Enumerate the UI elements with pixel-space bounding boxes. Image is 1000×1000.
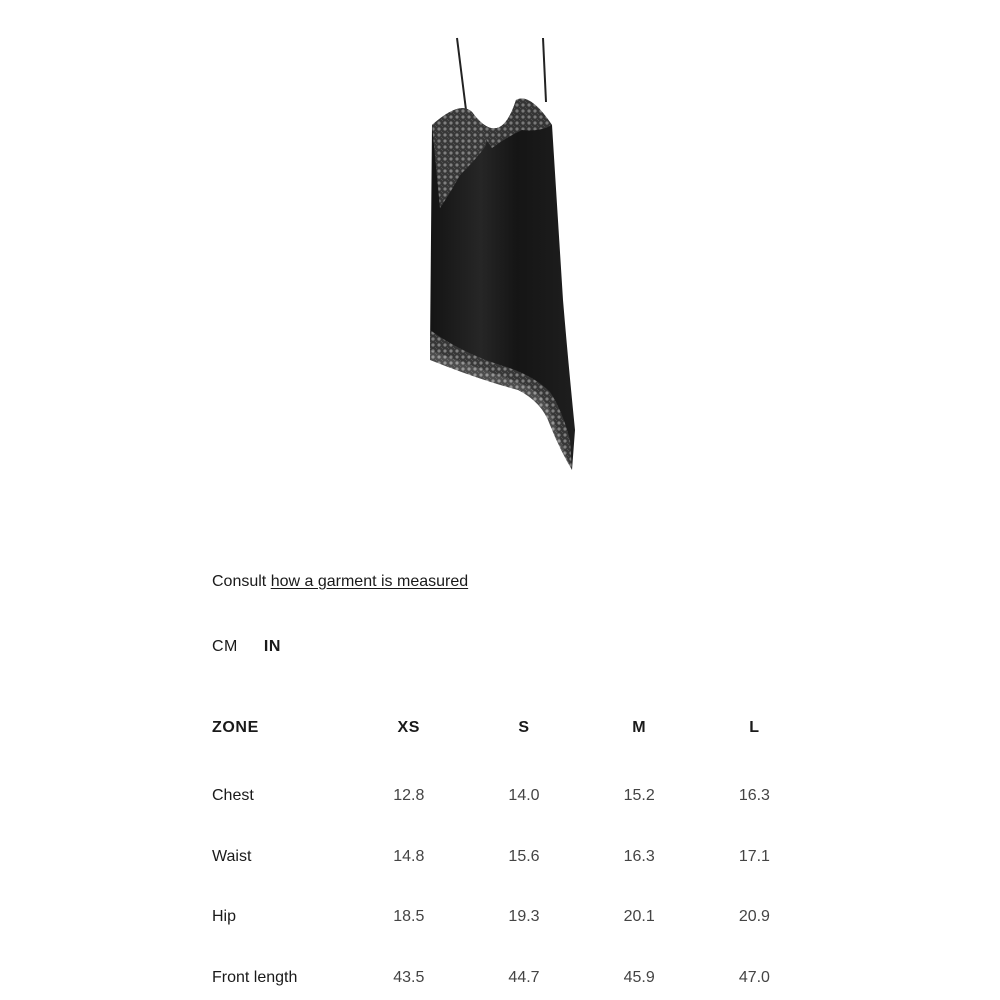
size-value: 43.5 bbox=[393, 968, 425, 986]
size-value: 20.1 bbox=[623, 908, 655, 926]
consult-prefix: Consult bbox=[212, 573, 267, 590]
product-image bbox=[400, 30, 600, 480]
measurement-help bbox=[212, 573, 468, 591]
header-l: L bbox=[749, 719, 760, 736]
size-value: 14.8 bbox=[393, 847, 425, 865]
table-row bbox=[212, 948, 812, 1000]
header-m: M bbox=[632, 719, 647, 736]
table-row bbox=[212, 827, 812, 888]
slip-dress-illustration bbox=[400, 30, 600, 480]
zone-label: Hip bbox=[212, 908, 237, 926]
size-value: 17.1 bbox=[738, 847, 770, 865]
size-value: 47.0 bbox=[738, 968, 770, 986]
size-value: 16.3 bbox=[738, 787, 770, 805]
header-xs: XS bbox=[397, 719, 421, 736]
zone-label: Front length bbox=[212, 968, 298, 986]
size-table bbox=[212, 708, 812, 1000]
header-s: S bbox=[518, 719, 530, 736]
size-value: 44.7 bbox=[508, 968, 540, 986]
size-value: 12.8 bbox=[393, 787, 425, 805]
zone-label: Waist bbox=[212, 847, 252, 865]
left-strap bbox=[457, 38, 466, 110]
table-header-row bbox=[212, 708, 812, 748]
size-value: 45.9 bbox=[623, 968, 655, 986]
unit-toggle bbox=[212, 638, 281, 656]
unit-cm-option[interactable]: CM bbox=[212, 638, 238, 655]
size-value: 14.0 bbox=[508, 787, 540, 805]
how-measured-link[interactable]: how a garment is measured bbox=[270, 573, 469, 590]
header-zone: ZONE bbox=[212, 719, 259, 736]
unit-in-option[interactable]: IN bbox=[263, 638, 281, 655]
zone-label: Chest bbox=[212, 787, 254, 805]
table-row bbox=[212, 887, 812, 948]
size-value: 15.6 bbox=[508, 847, 540, 865]
size-value: 18.5 bbox=[393, 908, 425, 926]
size-value: 19.3 bbox=[508, 908, 540, 926]
size-value: 20.9 bbox=[738, 908, 770, 926]
size-value: 16.3 bbox=[623, 847, 655, 865]
size-value: 15.2 bbox=[623, 787, 655, 805]
table-row bbox=[212, 748, 812, 827]
right-strap bbox=[543, 38, 546, 102]
